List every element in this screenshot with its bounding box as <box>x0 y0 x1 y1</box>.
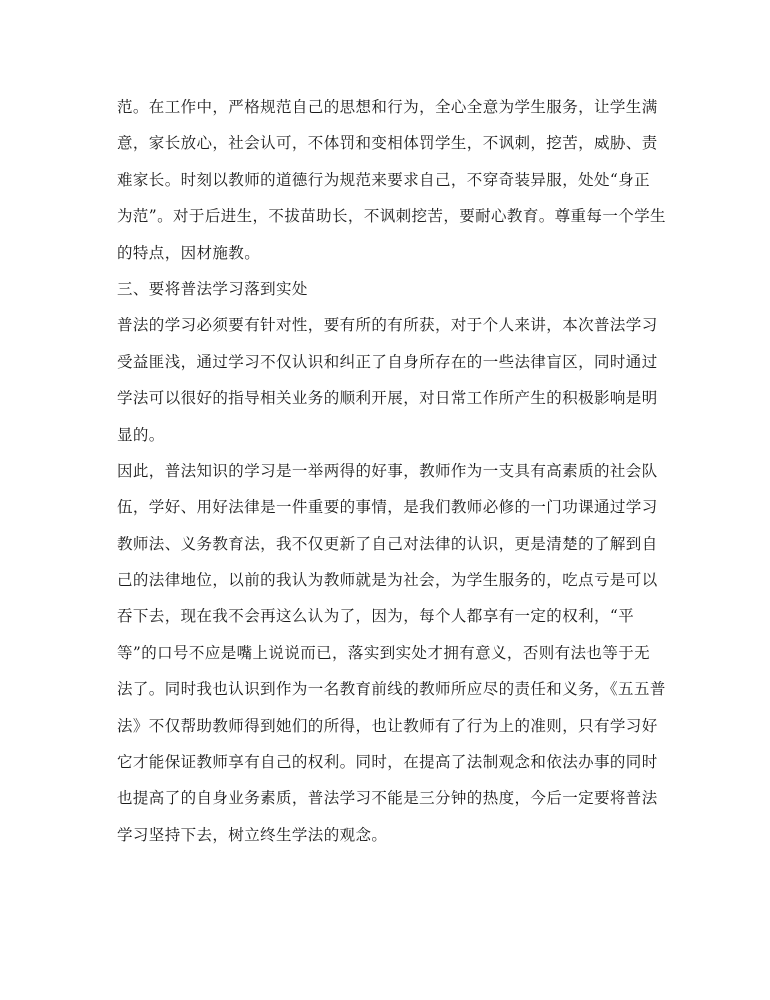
text-line: 普法的学习必须要有针对性，要有所的有所获，对于个人来讲，本次普法学习 <box>117 316 658 335</box>
text-line: 学习坚持下去，树立终生学法的观念。 <box>117 825 388 844</box>
text-line: 因此，普法知识的学习是一举两得的好事，教师作为一支具有高素质的社会队 <box>117 461 658 480</box>
text-line: 也提高了的自身业务素质，普法学习不能是三分钟的热度，今后一定要将普法 <box>117 789 658 808</box>
text-line: 意，家长放心，社会认可，不体罚和变相体罚学生，不讽刺，挖苦，威胁、责 <box>117 134 658 153</box>
text-line: 受益匪浅，通过学习不仅认识和纠正了自身所存在的一些法律盲区，同时通过 <box>117 352 658 371</box>
section-heading: 三、要将普法学习落到实处 <box>117 279 308 298</box>
text-line: 己的法律地位，以前的我认为教师就是为社会，为学生服务的，吃点亏是可以 <box>117 571 658 590</box>
text-line: 学法可以很好的指导相关业务的顺利开展，对日常工作所产生的积极影响是明 <box>117 389 658 408</box>
text-line: 为范”。对于后进生，不拔苗助长，不讽刺挖苦，要耐心教育。尊重每一个学生 <box>117 207 666 226</box>
text-line: 吞下去，现在我不会再这么认为了，因为，每个人都享有一定的权利，“平 <box>117 607 635 626</box>
text-line: 显的。 <box>117 425 165 444</box>
text-line: 伍，学好、用好法律是一件重要的事情，是我们教师必修的一门功课通过学习 <box>117 498 658 517</box>
paragraph <box>117 89 666 271</box>
document-body <box>117 89 666 853</box>
paragraph <box>117 307 657 453</box>
text-line: 等”的口号不应是嘴上说说而已，落实到实处才拥有意义，否则有法也等于无 <box>117 643 651 662</box>
text-line: 范。在工作中，严格规范自己的思想和行为，全心全意为学生服务，让学生满 <box>117 98 658 116</box>
text-line: 的特点，因材施教。 <box>117 243 261 262</box>
text-line: 法》不仅帮助教师得到她们的所得，也让教师有了行为上的准则，只有学习好 <box>117 716 658 735</box>
text-line: 它才能保证教师享有自己的权利。同时，在提高了法制观念和依法办事的同时 <box>117 753 658 772</box>
text-line: 教师法、义务教育法，我不仅更新了自己对法律的认识，更是清楚的了解到自 <box>117 534 658 553</box>
paragraph <box>117 453 666 853</box>
text-line: 难家长。时刻以教师的道德行为规范来要求自己，不穿奇装异服，处处“身正 <box>117 170 651 189</box>
text-line: 法了。同时我也认识到作为一名教育前线的教师所应尽的责任和义务，《五五普 <box>117 680 666 699</box>
